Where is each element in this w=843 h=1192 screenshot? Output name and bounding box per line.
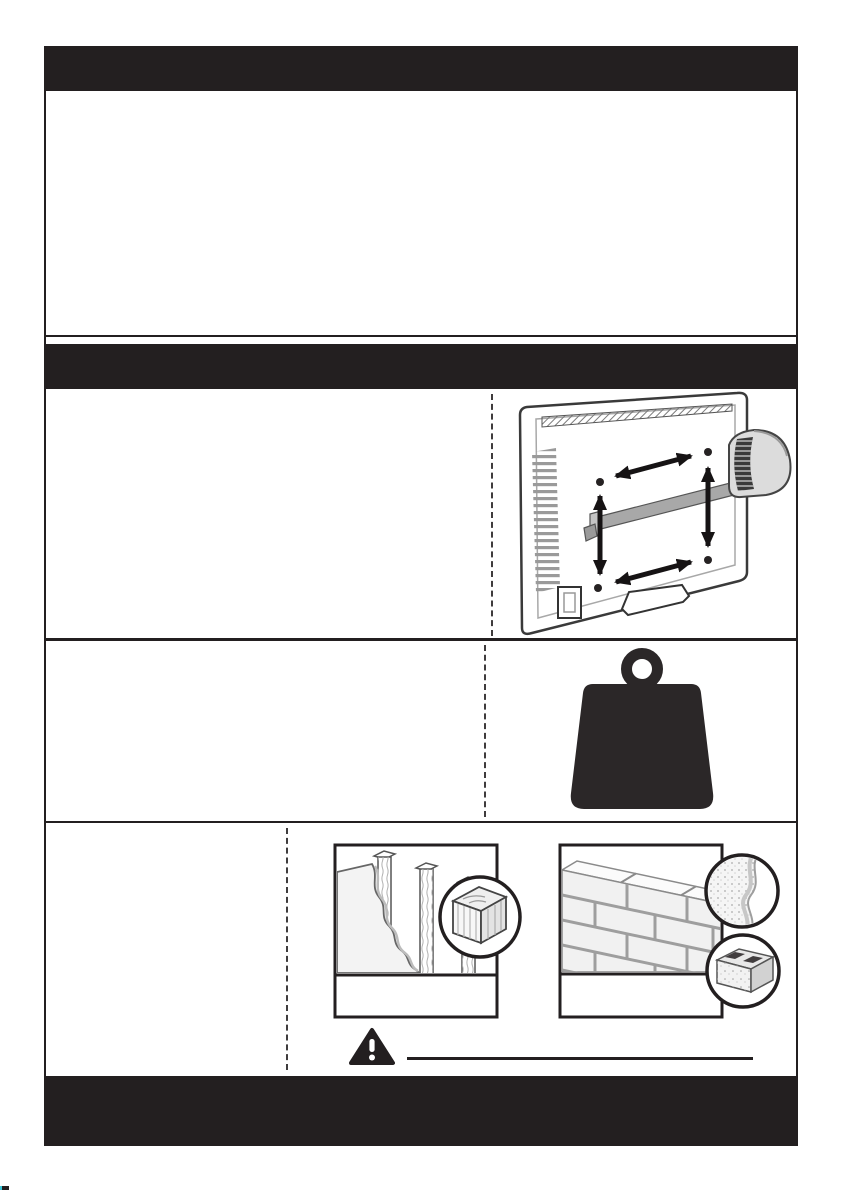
intro-panel-bottom-rule (44, 335, 798, 337)
step-rule-1 (44, 638, 798, 641)
step-weight-divider (484, 645, 486, 817)
step-wall-text (60, 834, 270, 1059)
weight-illustration (560, 645, 730, 815)
step-measure-divider (491, 394, 493, 636)
step-rule-2 (44, 821, 798, 823)
cinder-block-inset-icon (707, 935, 779, 1007)
warning-text (407, 1034, 753, 1056)
masonry-wall-caption (565, 990, 715, 1014)
footer-bar (44, 1076, 798, 1146)
tv-measure-illustration (498, 390, 800, 640)
wood-stud-inset-icon (440, 877, 520, 957)
warning-underline (407, 1057, 753, 1060)
section-bar (44, 344, 798, 389)
print-crop-mark (2, 1186, 9, 1190)
step-weight-text (60, 652, 465, 812)
step-measure-text (60, 400, 475, 625)
wood-wall-caption (340, 990, 490, 1014)
warning-icon (349, 1027, 395, 1067)
intro-panel (58, 100, 782, 326)
step-wall-divider (286, 828, 288, 1070)
print-crop-mark-cyan (0, 1186, 2, 1190)
header-bar (44, 46, 798, 91)
weight-icon (571, 654, 713, 810)
